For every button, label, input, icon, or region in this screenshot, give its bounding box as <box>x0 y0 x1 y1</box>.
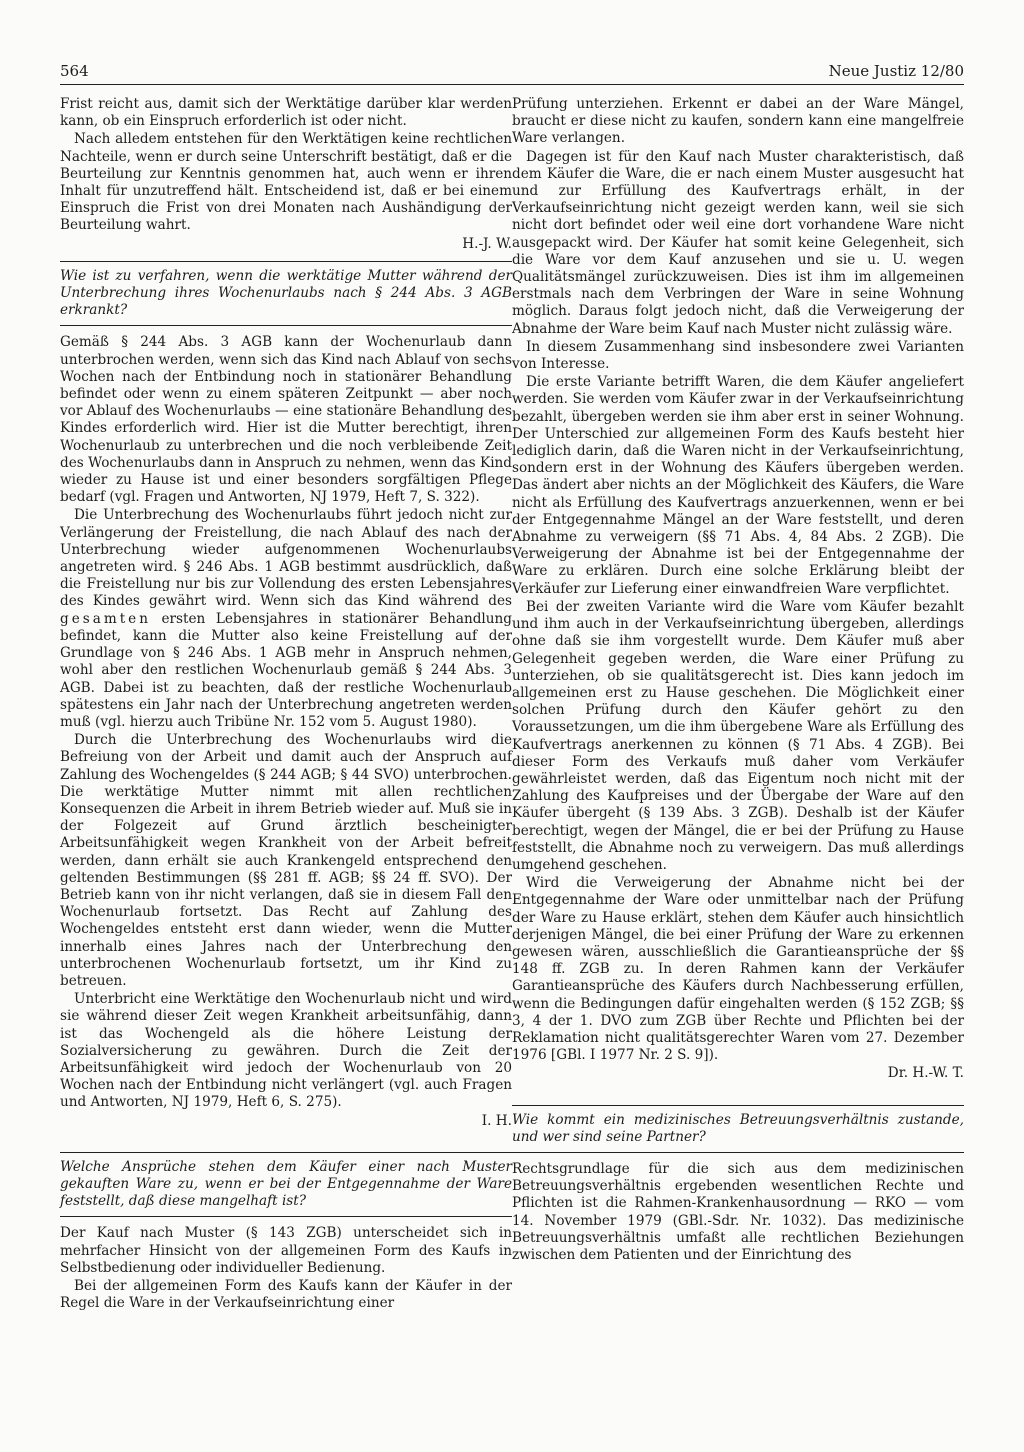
paragraph: Der Kauf nach Muster (§ 143 ZGB) unterscheidet sich in mehrfacher Hinsicht von der allgemeinen Form des Kaufs in Selbstbedienung oder individueller Bedienung. <box>60 1225 512 1276</box>
question-heading: Wie kommt ein medizinisches Betreuungsverhältnis zustande, und wer sind seine Partner? <box>512 1105 964 1153</box>
paragraph: Dagegen ist für den Kauf nach Muster charakteristisch, daß dem Käufer die Ware, die er nach einem Muster ausgesucht hat und zur Erfüllung des Kaufvertrags erhält, in der Verkaufseinrichtung nicht gezeigt werden kann, weil sie sich nicht dort befindet oder weil eine dort vorhandene Ware nicht ausgepackt wird. Der Käufer hat somit keine Gelegenheit, sich die Ware vor dem Kauf anzusehen und sie u. U. wegen Qualitätsmängel zurückzuweisen. Dies ist ihm im allgemeinen erstmals nach dem Verbringen der Ware in seine Wohnung möglich. Daraus folgt jedoch nicht, daß die Verweigerung der Abnahme der Ware beim Kauf nach Muster nicht zulässig wäre. <box>512 148 964 337</box>
page-number: 564 <box>60 62 89 80</box>
paragraph <box>60 507 512 731</box>
paragraph: Prüfung unterziehen. Erkennt er dabei an der Ware Mängel, braucht er diese nicht zu kaufen, sondern kann eine mangelfreie Ware verlangen. <box>512 96 964 147</box>
paragraph: Durch die Unterbrechung des Wochenurlaubs wird die Befreiung von der Arbeit und damit auch der Anspruch auf Zahlung des Wochengeldes (§ 244 AGB; § 44 SVO) unterbrochen. Die werktätige Mutter nimmt mit allen rechtlichen Konsequenzen die Arbeit in ihrem Betrieb wieder auf. Muß sie in der Folgezeit auf Grund ärztlich bescheinigter Arbeitsunfähigkeit wegen Krankheit von der Arbeit befreit werden, dann erhält sie auch Krankengeld entsprechend den geltenden Bestimmungen (§§ 281 ff. AGB; §§ 24 ff. SVO). Der Betrieb kann von ihr nicht verlangen, daß sie in diesem Fall den Wochenurlaub fortsetzt. Das Recht auf Zahlung des Wochengeldes entsteht erst dann wieder, wenn die Mutter innerhalb eines Jahres nach der Unterbrechung den unterbrochenen Wochenurlaub fortsetzt, um ihr Kind zu betreuen. <box>60 732 512 989</box>
text-run: ersten Lebensjahres in stationärer Behandlung befindet, kann die Mutter also keine Freistellung auf der Grundlage von § 246 Abs. 1 AGB mehr in Anspruch nehmen, wohl aber den restlichen Wochenurlaub gemäß § 244 Abs. 3 AGB. Dabei ist zu beachten, daß der restliche Wochenurlaub spätestens ein Jahr nach der Unterbrechung angetreten werden muß (vgl. hierzu auch Tribüne Nr. 152 vom 5. August 1980). <box>60 610 512 730</box>
right-column <box>512 96 964 1265</box>
paragraph: Gemäß § 244 Abs. 3 AGB kann der Wochenurlaub dann unterbrochen werden, wenn sich das Kind nach Ablauf von sechs Wochen nach der Entbindung noch in stationärer Behandlung befindet oder wenn zu einem späteren Zeitpunkt — aber noch vor Ablauf des Wochenurlaubs — eine stationäre Behandlung des Kindes erforderlich wird. Hier ist die Mutter berechtigt, ihren Wochenurlaub zu unterbrechen und die noch verbleibende Zeit des Wochenurlaubs dann in Anspruch zu nehmen, wenn das Kind wieder zu Hause ist und einer besonders sorgfältigen Pflege bedarf (vgl. Fragen und Antworten, NJ 1979, Heft 7, S. 322). <box>60 334 512 506</box>
author-signature: H.-J. W. <box>462 235 512 252</box>
paragraph: Nach alledem entstehen für den Werktätigen keine rechtlichen Nachteile, wenn er durch seine Unterschrift bestätigt, daß er die Beurteilung zur Kenntnis genommen hat, auch wenn er ihren Inhalt für unzutreffend hält. Entscheidend ist, daß er bei einem Einspruch die Frist von drei Monaten nach Aushändigung der Beurteilung wahrt. <box>60 131 512 234</box>
text-run: Die Unterbrechung des Wochenurlaubs führt jedoch nicht zur Verlängerung der Freistellung, die nach Ablauf des nach der Unterbrechung wieder aufgenommenen Wochenurlaubs angetreten wird. § 246 Abs. 1 AGB bestimmt ausdrücklich, daß die Freistellung nur bis zur Vollendung des ersten Lebensjahres des Kindes gewährt wird. Wenn sich das Kind während des <box>60 507 512 610</box>
paragraph: Bei der allgemeinen Form des Kaufs kann der Käufer in der Regel die Ware in der Verkaufseinrichtung einer <box>60 1278 512 1312</box>
page-header <box>60 60 964 82</box>
journal-title: Neue Justiz 12/80 <box>828 62 964 80</box>
paragraph: In diesem Zusammenhang sind insbesondere zwei Varianten von Interesse. <box>512 338 964 373</box>
question-heading: Wie ist zu verfahren, wenn die werktätige Mutter während der Unterbrechung ihres Wochenurlaubs nach § 244 Abs. 3 AGB erkrankt? <box>60 261 512 327</box>
header-rule <box>60 84 964 85</box>
paragraph: Frist reicht aus, damit sich der Werktätige darüber klar werden kann, ob ein Einspruch erforderlich ist oder nicht. <box>60 96 512 130</box>
author-signature: I. H. <box>481 1112 512 1129</box>
author-signature: Dr. H.-W. T. <box>887 1065 964 1082</box>
left-column <box>60 96 512 1313</box>
paragraph: Wird die Verweigerung der Abnahme nicht bei der Entgegennahme der Ware oder unmittelbar nach der Prüfung der Ware zu Hause erklärt, stehen dem Käufer auch hinsichtlich derjenigen Mängel, die bei einer Prüfung der Ware zu erkennen gewesen wären, ausschließlich die Garantieansprüche der §§ 148 ff. ZGB zu. In deren Rahmen kann der Verkäufer Garantieansprüche des Käufers durch Nachbesserung erfüllen, wenn die Bedingungen dafür eingehalten werden (§ 152 ZGB; §§ 3, 4 der 1. DVO zum ZGB über Rechte und Pflichten bei der Reklamation nicht qualitätsgerechter Waren vom 27. Dezember 1976 [GBl. I 1977 Nr. 2 S. 9]). <box>512 875 964 1064</box>
paragraph: Die erste Variante betrifft Waren, die dem Käufer angeliefert werden. Sie werden vom Käufer zwar in der Verkaufseinrichtung bezahlt, übergeben werden sie ihm aber erst in seiner Wohnung. Der Unterschied zur allgemeinen Form des Kaufs besteht hier lediglich darin, daß die Waren nicht in der Verkaufseinrichtung, sondern erst in der Wohnung des Käufers übergeben werden. Das ändert aber nichts an der Möglichkeit des Käufers, die Ware nicht als Erfüllung des Kaufvertrags anzuerkennen, wenn er bei der Entgegennahme Mängel an der Ware feststellt, und deren Abnahme zu verweigern (§§ 71 Abs. 4, 84 Abs. 2 ZGB). Die Verweigerung der Abnahme ist bei der Entgegennahme der Ware zu erklären. Durch eine solche Erklärung bleibt der Verkäufer zur Lieferung einer einwandfreien Ware verpflichtet. <box>512 374 964 597</box>
question-heading: Welche Ansprüche stehen dem Käufer einer nach Muster gekauften Ware zu, wenn er bei der Entgegennahme der Ware feststellt, daß diese mangelhaft ist? <box>60 1152 512 1218</box>
paragraph: Rechtsgrundlage für die sich aus dem medizinischen Betreuungsverhältnis ergebenden wesentlichen Rechte und Pflichten ist die Rahmen-Krankenhausordnung — RKO — vom 14. November 1979 (GBl.-Sdr. Nr. 1032). Das medizinische Betreuungsverhältnis umfaßt alle rechtlichen Beziehungen zwischen dem Patienten und der Einrichtung des <box>512 1160 964 1263</box>
paragraph: Unterbricht eine Werktätige den Wochenurlaub nicht und wird sie während dieser Zeit wegen Krankheit arbeitsunfähig, dann ist das Wochengeld als die höhere Leistung der Sozialversicherung zu gewähren. Durch die Zeit der Arbeitsunfähigkeit wird jedoch der Wochenurlaub von 20 Wochen nach der Entbindung nicht verlängert (vgl. auch Fragen und Antworten, NJ 1979, Heft 6, S. 275). <box>60 991 512 1111</box>
emphasized-word: gesamten <box>60 610 151 627</box>
paragraph: Bei der zweiten Variante wird die Ware vom Käufer bezahlt und ihm auch in der Verkaufseinrichtung übergeben, allerdings ohne daß sie ihm vorgestellt wurde. Dem Käufer muß aber Gelegenheit gegeben werden, die Ware einer Prüfung zu unterziehen, ob sie qualitätsgerecht ist. Dies kann jedoch im allgemeinen erst zu Hause geschehen. Die Möglichkeit einer solchen Prüfung durch den Käufer gehört zu den Voraussetzungen, um die ihm übergebene Ware als Erfüllung des Kaufvertrags anerkennen zu können (§ 71 Abs. 4 ZGB). Bei dieser Form des Verkaufs muß daher vom Verkäufer gewährleistet werden, daß das Eigentum noch nicht mit der Zahlung des Kaufpreises und der Übergabe der Ware auf den Käufer übergeht (§ 139 Abs. 3 ZGB). Deshalb ist der Käufer berechtigt, wegen der Mängel, die er bei der Prüfung zu Hause feststellt, die Abnahme noch zu verweigern. Das muß allerdings umgehend geschehen. <box>512 598 964 873</box>
